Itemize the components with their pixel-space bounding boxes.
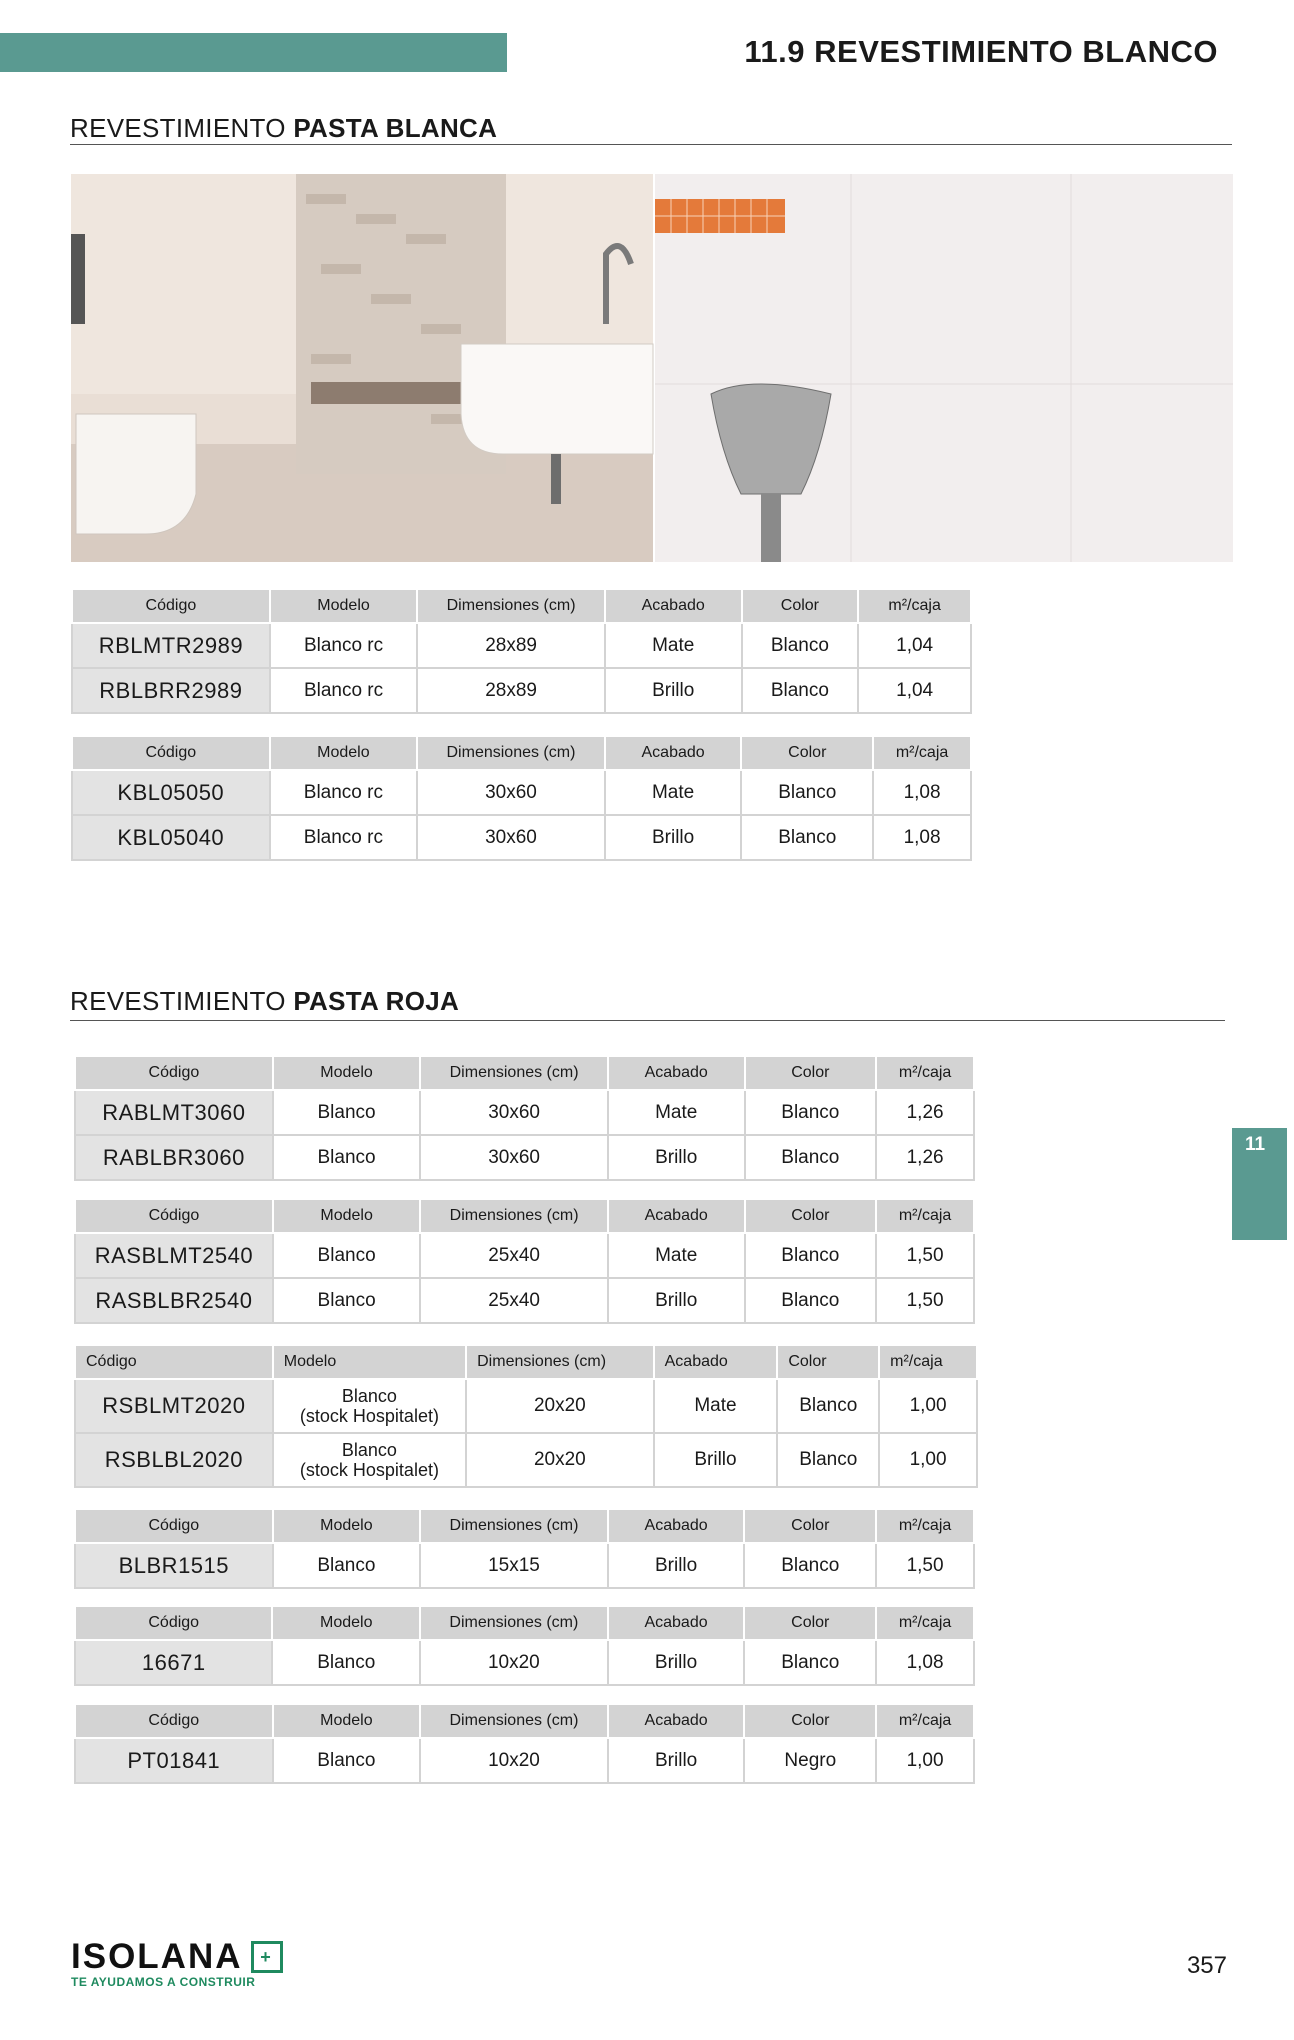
spec-table-2 <box>71 735 972 861</box>
cell-codigo: RABLBR3060 <box>75 1135 273 1180</box>
cell-acabado: Brillo <box>605 815 742 860</box>
col-header-dimensiones: Dimensiones (cm) <box>420 1509 608 1543</box>
header-accent-bar <box>0 33 507 72</box>
col-header-acabado: Acabado <box>608 1606 745 1640</box>
spec-table-6 <box>74 1508 975 1589</box>
col-header-dimensiones: Dimensiones (cm) <box>420 1704 608 1738</box>
cell-modelo: Blanco <box>273 1738 421 1783</box>
cell-m2-caja: 1,08 <box>873 770 971 815</box>
col-header-codigo: Código <box>75 1345 273 1379</box>
col-header-m2-caja: m²/caja <box>876 1199 974 1233</box>
table-row <box>72 815 971 860</box>
section-heading-light: REVESTIMIENTO <box>70 113 286 143</box>
cell-acabado: Brillo <box>654 1433 778 1487</box>
cell-codigo: 16671 <box>75 1640 272 1685</box>
col-header-color: Color <box>744 1704 876 1738</box>
table-row <box>75 1433 977 1487</box>
col-header-modelo: Modelo <box>272 1606 420 1640</box>
cell-color: Blanco <box>745 1090 877 1135</box>
col-header-modelo: Modelo <box>273 1199 421 1233</box>
cell-m2-caja: 1,00 <box>879 1433 977 1487</box>
col-header-acabado: Acabado <box>605 736 742 770</box>
cell-codigo: KBL05040 <box>72 815 270 860</box>
cell-modelo-line-1: Blanco <box>341 1440 397 1460</box>
cell-acabado: Mate <box>605 770 742 815</box>
table-row <box>75 1738 974 1783</box>
cell-color: Blanco <box>741 770 873 815</box>
col-header-acabado: Acabado <box>608 1199 745 1233</box>
cell-color: Blanco <box>742 623 859 668</box>
spec-table-1 <box>71 588 972 714</box>
col-header-acabado: Acabado <box>654 1345 778 1379</box>
table-row <box>72 623 971 668</box>
col-header-codigo: Código <box>72 589 270 623</box>
bathroom-photo <box>71 174 1233 562</box>
cell-codigo: RBLMTR2989 <box>72 623 270 668</box>
cell-color: Blanco <box>745 1233 877 1278</box>
col-header-m2-caja: m²/caja <box>876 1704 974 1738</box>
cell-m2-caja: 1,26 <box>876 1090 974 1135</box>
cell-dimensiones: 30x60 <box>420 1135 608 1180</box>
col-header-modelo: Modelo <box>270 736 418 770</box>
logo-name: ISOLANA <box>71 1937 243 1976</box>
section-heading-pasta-blanca <box>70 113 497 144</box>
isolana-logo <box>71 1937 283 1989</box>
cell-dimensiones: 20x20 <box>466 1433 654 1487</box>
cell-acabado: Brillo <box>608 1543 745 1588</box>
cell-m2-caja: 1,00 <box>879 1379 977 1433</box>
spec-table-5 <box>74 1344 978 1488</box>
cell-modelo <box>273 1379 466 1433</box>
col-header-modelo: Modelo <box>273 1056 421 1090</box>
cell-modelo: Blanco <box>273 1543 421 1588</box>
chapter-title: 11.9 REVESTIMIENTO BLANCO <box>744 34 1218 69</box>
col-header-color: Color <box>744 1509 876 1543</box>
cell-color: Negro <box>744 1738 876 1783</box>
col-header-color: Color <box>777 1345 879 1379</box>
cell-m2-caja: 1,08 <box>876 1640 974 1685</box>
cell-modelo-line-2: (stock Hospitalet) <box>299 1406 439 1426</box>
cell-modelo <box>273 1433 466 1487</box>
section-heading-light: REVESTIMIENTO <box>70 986 286 1016</box>
cell-dimensiones: 28x89 <box>417 623 605 668</box>
cell-codigo: RBLBRR2989 <box>72 668 270 713</box>
cell-codigo: RASBLMT2540 <box>75 1233 273 1278</box>
col-header-codigo: Código <box>75 1509 273 1543</box>
cell-dimensiones: 10x20 <box>420 1640 608 1685</box>
table-row <box>75 1233 974 1278</box>
cell-m2-caja: 1,50 <box>876 1233 974 1278</box>
col-header-dimensiones: Dimensiones (cm) <box>417 736 605 770</box>
cell-codigo: RSBLBL2020 <box>75 1433 273 1487</box>
spec-table-8 <box>74 1703 975 1784</box>
cell-modelo: Blanco <box>272 1640 420 1685</box>
col-header-color: Color <box>744 1606 876 1640</box>
cell-m2-caja: 1,50 <box>876 1543 974 1588</box>
cell-acabado: Mate <box>605 623 742 668</box>
cell-modelo: Blanco <box>273 1135 421 1180</box>
cell-acabado: Brillo <box>608 1640 745 1685</box>
logo-tagline: TE AYUDAMOS A CONSTRUIR <box>71 1975 256 1989</box>
col-header-acabado: Acabado <box>605 589 742 623</box>
col-header-m2-caja: m²/caja <box>876 1606 974 1640</box>
cell-color: Blanco <box>777 1379 879 1433</box>
chapter-side-tab <box>1232 1128 1287 1240</box>
table-row <box>75 1379 977 1433</box>
cell-color: Blanco <box>745 1135 877 1180</box>
table-row <box>75 1135 974 1180</box>
col-header-dimensiones: Dimensiones (cm) <box>417 589 605 623</box>
cell-dimensiones: 10x20 <box>420 1738 608 1783</box>
cell-acabado: Brillo <box>608 1135 745 1180</box>
spec-table-4 <box>74 1198 975 1324</box>
table-row <box>75 1090 974 1135</box>
cell-dimensiones: 30x60 <box>420 1090 608 1135</box>
col-header-dimensiones: Dimensiones (cm) <box>466 1345 654 1379</box>
col-header-dimensiones: Dimensiones (cm) <box>420 1606 608 1640</box>
col-header-modelo: Modelo <box>273 1704 421 1738</box>
cell-dimensiones: 25x40 <box>420 1278 608 1323</box>
cell-color: Blanco <box>744 1543 876 1588</box>
col-header-acabado: Acabado <box>608 1704 745 1738</box>
section-rule <box>70 144 1232 145</box>
cell-color: Blanco <box>741 815 873 860</box>
cell-codigo: BLBR1515 <box>75 1543 273 1588</box>
cell-codigo: RASBLBR2540 <box>75 1278 273 1323</box>
plus-icon: + <box>251 1941 283 1973</box>
cell-color: Blanco <box>742 668 859 713</box>
cell-m2-caja: 1,50 <box>876 1278 974 1323</box>
cell-acabado: Mate <box>654 1379 778 1433</box>
col-header-codigo: Código <box>75 1199 273 1233</box>
cell-codigo: RSBLMT2020 <box>75 1379 273 1433</box>
cell-dimensiones: 30x60 <box>417 815 605 860</box>
cell-m2-caja: 1,04 <box>858 623 971 668</box>
table-row <box>72 668 971 713</box>
col-header-m2-caja: m²/caja <box>858 589 971 623</box>
col-header-m2-caja: m²/caja <box>873 736 971 770</box>
col-header-modelo: Modelo <box>270 589 418 623</box>
cell-m2-caja: 1,26 <box>876 1135 974 1180</box>
col-header-acabado: Acabado <box>608 1056 745 1090</box>
cell-acabado: Brillo <box>608 1738 745 1783</box>
col-header-codigo: Código <box>75 1056 273 1090</box>
cell-acabado: Brillo <box>608 1278 745 1323</box>
cell-modelo: Blanco <box>273 1233 421 1278</box>
col-header-color: Color <box>745 1056 877 1090</box>
col-header-dimensiones: Dimensiones (cm) <box>420 1056 608 1090</box>
cell-m2-caja: 1,08 <box>873 815 971 860</box>
col-header-codigo: Código <box>72 736 270 770</box>
table-row <box>72 770 971 815</box>
cell-color: Blanco <box>777 1433 879 1487</box>
col-header-modelo: Modelo <box>273 1345 466 1379</box>
table-row <box>75 1543 974 1588</box>
cell-dimensiones: 15x15 <box>420 1543 608 1588</box>
cell-acabado: Brillo <box>605 668 742 713</box>
section-rule <box>70 1020 1225 1021</box>
cell-modelo-line-2: (stock Hospitalet) <box>299 1460 439 1480</box>
cell-modelo-line-1: Blanco <box>341 1386 397 1406</box>
logo-wordmark <box>71 1937 283 1977</box>
cell-codigo: PT01841 <box>75 1738 273 1783</box>
cell-modelo: Blanco rc <box>270 623 418 668</box>
cell-m2-caja: 1,00 <box>876 1738 974 1783</box>
cell-acabado: Mate <box>608 1090 745 1135</box>
cell-acabado: Mate <box>608 1233 745 1278</box>
cell-modelo: Blanco <box>273 1278 421 1323</box>
col-header-dimensiones: Dimensiones (cm) <box>420 1199 608 1233</box>
section-heading-pasta-roja <box>70 986 459 1017</box>
col-header-m2-caja: m²/caja <box>879 1345 977 1379</box>
cell-m2-caja: 1,04 <box>858 668 971 713</box>
chapter-side-tab-label: 11 <box>1245 1134 1266 1155</box>
table-row <box>75 1640 974 1685</box>
col-header-color: Color <box>742 589 859 623</box>
section-heading-bold: PASTA ROJA <box>293 986 460 1016</box>
section-heading-bold: PASTA BLANCA <box>293 113 498 143</box>
col-header-color: Color <box>741 736 873 770</box>
cell-modelo: Blanco rc <box>270 668 418 713</box>
spec-table-3 <box>74 1055 975 1181</box>
col-header-m2-caja: m²/caja <box>876 1056 974 1090</box>
spec-table-7 <box>74 1605 975 1686</box>
cell-codigo: KBL05050 <box>72 770 270 815</box>
cell-modelo: Blanco rc <box>270 815 418 860</box>
col-header-modelo: Modelo <box>273 1509 421 1543</box>
col-header-codigo: Código <box>75 1704 273 1738</box>
cell-dimensiones: 30x60 <box>417 770 605 815</box>
cell-color: Blanco <box>744 1640 876 1685</box>
col-header-acabado: Acabado <box>608 1509 745 1543</box>
table-row <box>75 1278 974 1323</box>
cell-dimensiones: 25x40 <box>420 1233 608 1278</box>
page-number: 357 <box>1186 1952 1227 1979</box>
bathroom-photo-illustration <box>71 174 1233 562</box>
col-header-codigo: Código <box>75 1606 272 1640</box>
cell-dimensiones: 28x89 <box>417 668 605 713</box>
cell-dimensiones: 20x20 <box>466 1379 654 1433</box>
col-header-m2-caja: m²/caja <box>876 1509 974 1543</box>
cell-color: Blanco <box>745 1278 877 1323</box>
cell-modelo: Blanco <box>273 1090 421 1135</box>
cell-modelo: Blanco rc <box>270 770 418 815</box>
cell-codigo: RABLMT3060 <box>75 1090 273 1135</box>
col-header-color: Color <box>745 1199 877 1233</box>
